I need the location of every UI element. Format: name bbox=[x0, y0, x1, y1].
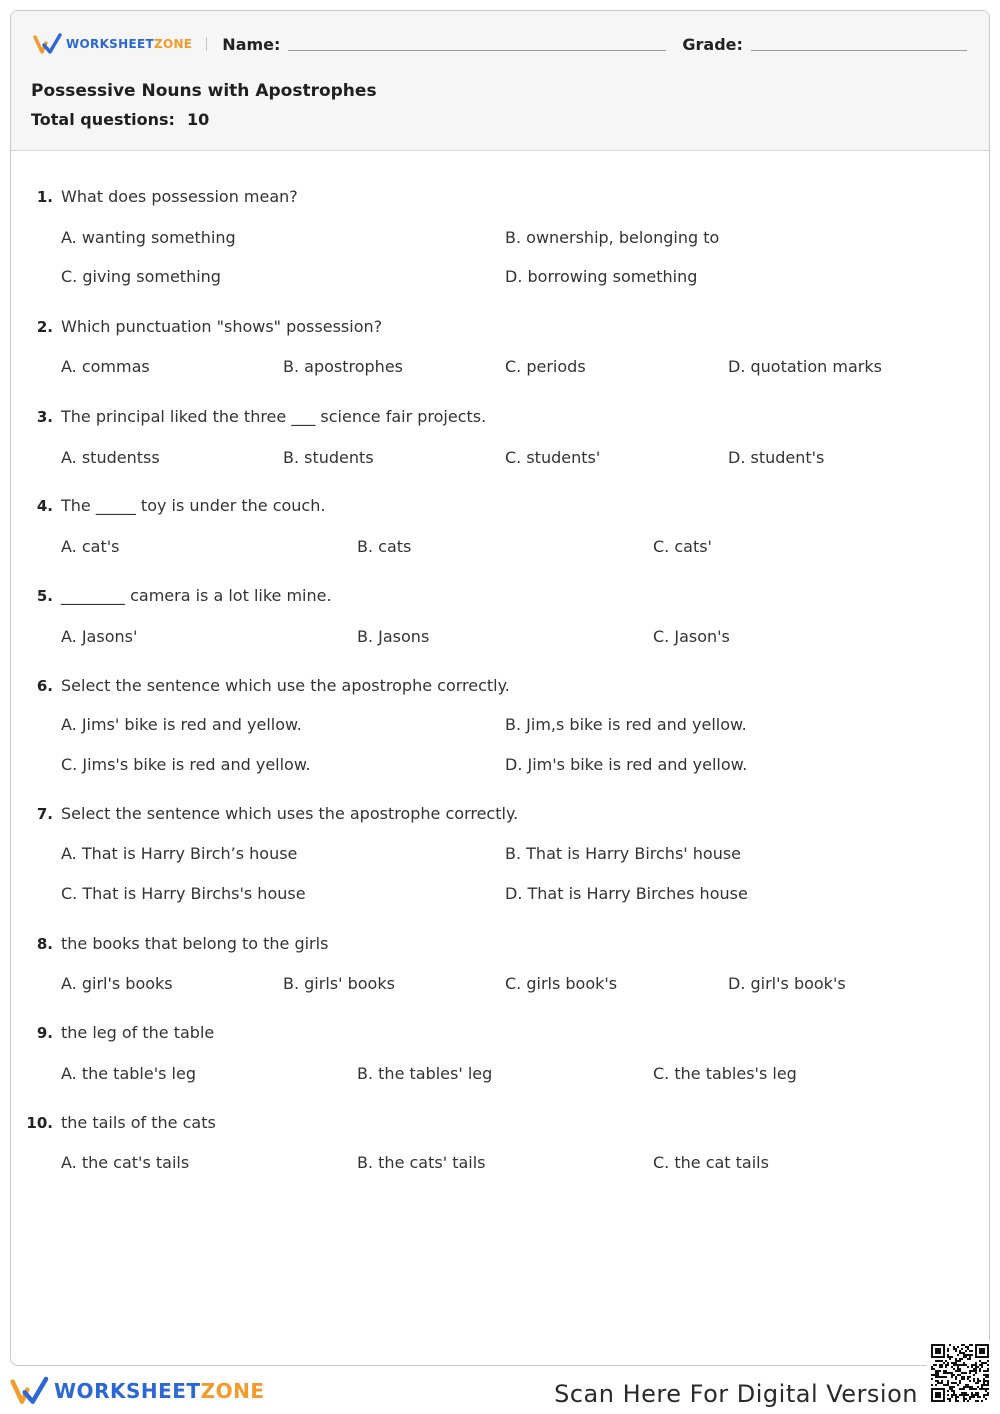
answer-option[interactable]: C. Jason's bbox=[653, 627, 730, 646]
answer-option[interactable]: C. That is Harry Birchs's house bbox=[61, 884, 306, 903]
worksheet-header bbox=[11, 11, 989, 151]
question-number: 2. bbox=[36, 318, 53, 336]
grade-label: Grade: bbox=[682, 34, 743, 54]
answer-option[interactable]: A. Jasons' bbox=[61, 627, 138, 646]
worksheet-title: Possessive Nouns with Apostrophes bbox=[31, 81, 377, 101]
brand-wordmark bbox=[66, 37, 192, 51]
question-text: The principal liked the three ___ science fair projects. bbox=[61, 407, 487, 426]
question-text: Which punctuation "shows" possession? bbox=[61, 317, 383, 336]
answer-option[interactable]: A. cat's bbox=[61, 537, 120, 556]
answer-option[interactable]: B. girls' books bbox=[283, 974, 395, 993]
question-number: 1. bbox=[36, 188, 53, 206]
question-number: 9. bbox=[36, 1024, 53, 1042]
answer-option[interactable]: D. student's bbox=[728, 448, 825, 467]
answer-option[interactable]: C. the cat tails bbox=[653, 1153, 769, 1172]
answer-option[interactable]: C. students' bbox=[505, 448, 601, 467]
question-text: the tails of the cats bbox=[61, 1113, 216, 1132]
question-number: 8. bbox=[36, 935, 53, 953]
answer-option[interactable]: C. periods bbox=[505, 357, 586, 376]
answer-option[interactable]: D. That is Harry Birches house bbox=[505, 884, 748, 903]
answer-option[interactable]: A. wanting something bbox=[61, 228, 236, 247]
page-footer bbox=[0, 1368, 1000, 1414]
header-top-row bbox=[33, 31, 967, 57]
question-number: 3. bbox=[36, 408, 53, 426]
answer-option[interactable]: A. the table's leg bbox=[61, 1064, 196, 1083]
answer-option[interactable]: B. That is Harry Birchs' house bbox=[505, 844, 742, 863]
answer-option[interactable]: D. quotation marks bbox=[728, 357, 882, 376]
brand-word-1: WORKSHEET bbox=[66, 37, 154, 51]
answer-option[interactable]: C. Jims's bike is red and yellow. bbox=[61, 755, 311, 774]
answer-option[interactable]: C. girls book's bbox=[505, 974, 618, 993]
name-field[interactable] bbox=[288, 50, 666, 51]
answer-option[interactable]: A. Jims' bike is red and yellow. bbox=[61, 715, 302, 734]
answer-option[interactable]: D. borrowing something bbox=[505, 267, 698, 286]
answer-option[interactable]: D. Jim's bike is red and yellow. bbox=[505, 755, 748, 774]
answer-option[interactable]: B. cats bbox=[357, 537, 412, 556]
qr-code-graphic bbox=[931, 1344, 989, 1402]
header-separator bbox=[206, 37, 207, 51]
answer-option[interactable]: A. commas bbox=[61, 357, 150, 376]
answer-option[interactable]: C. the tables's leg bbox=[653, 1064, 797, 1083]
footer-brand-logo bbox=[10, 1376, 264, 1406]
answer-option[interactable]: B. students bbox=[283, 448, 374, 467]
brand-v-icon bbox=[10, 1376, 50, 1406]
qr-code-icon[interactable] bbox=[927, 1340, 993, 1406]
brand-word-1: WORKSHEET bbox=[54, 1379, 201, 1403]
brand-v-icon bbox=[33, 33, 63, 55]
total-questions-value: 10 bbox=[186, 110, 210, 129]
question-text: ________ camera is a lot like mine. bbox=[61, 586, 332, 605]
footer-brand-wordmark bbox=[54, 1379, 264, 1403]
question-text: the books that belong to the girls bbox=[61, 934, 329, 953]
answer-option[interactable]: B. Jim,s bike is red and yellow. bbox=[505, 715, 747, 734]
answer-option[interactable]: A. the cat's tails bbox=[61, 1153, 190, 1172]
question-number: 10. bbox=[26, 1114, 53, 1132]
question-number: 4. bbox=[36, 497, 53, 515]
question-text: What does possession mean? bbox=[61, 187, 298, 206]
answer-option[interactable]: D. girl's book's bbox=[728, 974, 846, 993]
question-text: The _____ toy is under the couch. bbox=[61, 496, 326, 515]
question-text: Select the sentence which use the apostrophe correctly. bbox=[61, 676, 510, 695]
answer-option[interactable]: B. ownership, belonging to bbox=[505, 228, 720, 247]
question-number: 5. bbox=[36, 587, 53, 605]
answer-option[interactable]: B. the cats' tails bbox=[357, 1153, 486, 1172]
total-questions bbox=[31, 110, 209, 129]
total-questions-label: Total questions: bbox=[31, 110, 175, 129]
worksheet-page bbox=[10, 10, 990, 1366]
answer-option[interactable]: B. apostrophes bbox=[283, 357, 403, 376]
name-label: Name: bbox=[222, 34, 281, 54]
question-text: Select the sentence which uses the apostrophe correctly. bbox=[61, 804, 519, 823]
brand-word-2: ZONE bbox=[200, 1379, 265, 1403]
answer-option[interactable]: A. That is Harry Birch’s house bbox=[61, 844, 298, 863]
answer-option[interactable]: A. girl's books bbox=[61, 974, 173, 993]
answer-option[interactable]: A. studentss bbox=[61, 448, 160, 467]
scan-prompt: Scan Here For Digital Version bbox=[554, 1380, 918, 1408]
answer-option[interactable]: B. Jasons bbox=[357, 627, 430, 646]
question-number: 7. bbox=[36, 805, 53, 823]
answer-option[interactable]: C. giving something bbox=[61, 267, 221, 286]
brand-logo bbox=[33, 33, 192, 55]
brand-word-2: ZONE bbox=[153, 37, 193, 51]
grade-field[interactable] bbox=[751, 50, 967, 51]
question-number: 6. bbox=[36, 677, 53, 695]
question-text: the leg of the table bbox=[61, 1023, 215, 1042]
answer-option[interactable]: C. cats' bbox=[653, 537, 712, 556]
answer-option[interactable]: B. the tables' leg bbox=[357, 1064, 493, 1083]
